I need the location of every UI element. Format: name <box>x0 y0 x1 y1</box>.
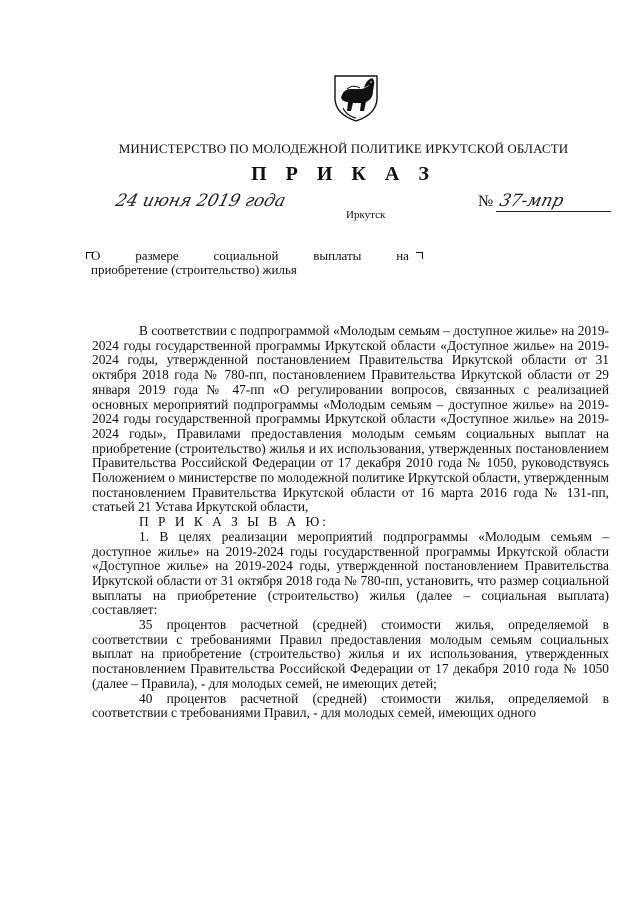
subject-word: размере <box>135 248 179 263</box>
ministry-name: МИНИСТЕРСТВО ПО МОЛОДЕЖНОЙ ПОЛИТИКЕ ИРКУТСКОЙ ОБЛАСТИ <box>118 141 569 156</box>
subject-word: выплаты <box>313 248 362 263</box>
handwritten-date <box>113 191 288 211</box>
number-sign: № <box>478 193 494 210</box>
order-body <box>92 324 609 721</box>
corner-bracket-right <box>416 252 423 259</box>
item-1-paragraph: 1. В целях реализации мероприятий подпрограммы «Молодым семьям – доступное жилье» на 2019-2024 годы государственной программы Иркутской области «Доступное жилье» на 2019-2024 годы, утвержденной постановлением Правительства Иркутской области от 31 октября 2018 года № 780-пп, установить, что размер социальной выплаты на приобретение (строительство) жилья (далее – социальная выплата) составляет: <box>92 528 609 618</box>
order-subject <box>91 249 409 277</box>
preamble-paragraph: В соответствии с подпрограммой «Молодым семьям – доступное жилье» на 2019-2024 годы государственной программы Иркутской области «Доступное жилье» на 2019-2024 годы, утвержденной постановлением Правительства Иркутской области от 31 октября 2018 года № 780-пп, постановлением Правительства Иркутской области от 29 января 2019 года № 47-пп «О регулировании вопросов, связанных с реализацией основных мероприятий подпрограммы «Молодым семьям – доступное жилье» на 2019-2024 годы государственной программы Иркутской области «Доступное жилье» на 2019-2024 годы», Правилами предоставления молодым семьям социальных выплат на приобретение (строительство) жилья и их использования, утвержденных постановлением Правительства Российской Федерации от 17 декабря 2010 года № 1050, руководствуясь Положением о министерстве по молодежной политике Иркутской области, утвержденным постановлением Правительства Иркутской области от 16 марта 2016 года № 131-пп, статьей 21 Устава Иркутской области, <box>92 323 609 515</box>
date-value: 24 июня 2019 года <box>113 191 288 211</box>
number-value: 37-мпр <box>497 191 566 211</box>
order-number <box>478 192 611 214</box>
order-command: П Р И К А З Ы В А Ю: <box>139 514 329 530</box>
item-1a-paragraph: 35 процентов расчетной (средней) стоимости жилья, определяемой в соответствии с требованиями Правил предоставления молодым семьям социальных выплат на приобретение (строительство) жилья и их использования, утвержденных постановлением Правительства Российской Федерации от 17 декабря 2010 года № 1050 (далее – Правила), - для молодых семей, не имеющих детей; <box>92 617 609 691</box>
subject-word: О <box>91 248 101 263</box>
subject-line-1 <box>91 249 409 263</box>
item-1b-paragraph: 40 процентов расчетной (средней) стоимости жилья, определяемой в соответствии с требованиями Правил, - для молодых семей, имеющих одного <box>92 690 609 721</box>
subject-word: социальной <box>213 248 279 263</box>
corner-bracket-left <box>86 252 93 259</box>
city: Иркутск <box>346 209 386 221</box>
subject-word: на <box>396 248 409 263</box>
document-title: П Р И К А З <box>251 163 436 185</box>
coat-of-arms-icon <box>331 58 381 122</box>
subject-line-2: приобретение (строительство) жилья <box>91 262 297 277</box>
number-underline <box>496 211 611 212</box>
